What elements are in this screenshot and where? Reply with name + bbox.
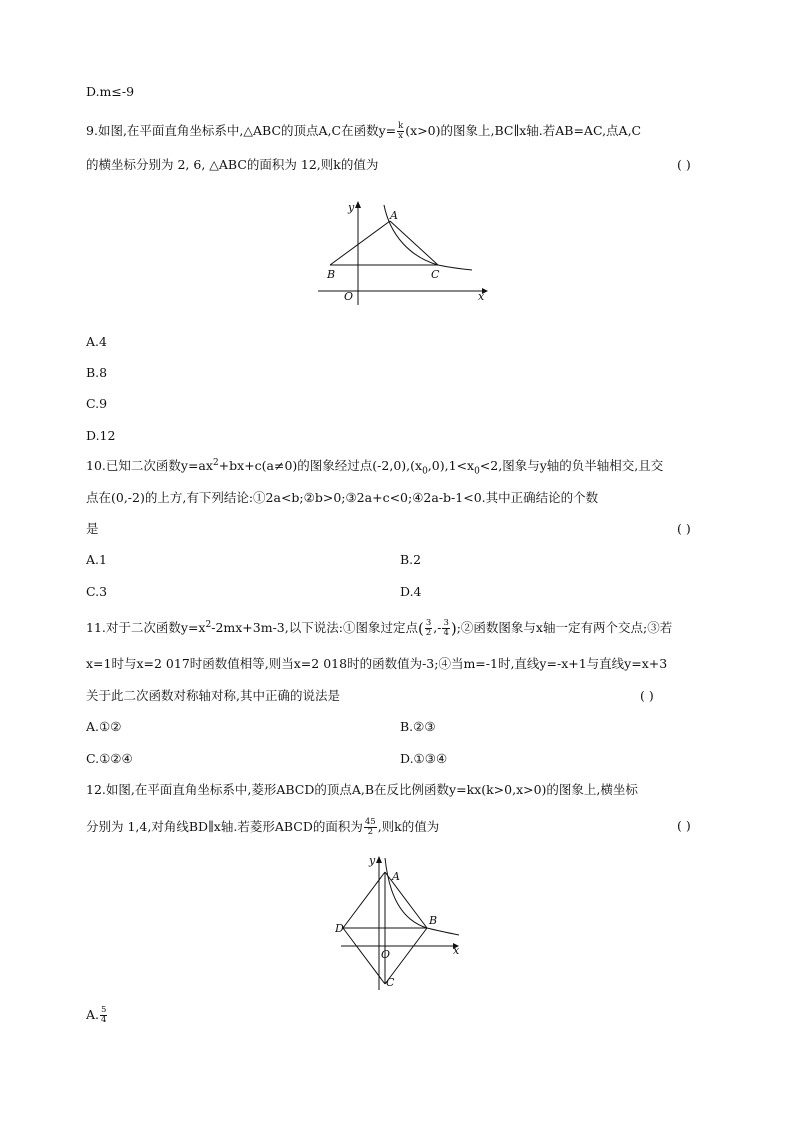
- q9-label-c: C: [431, 268, 440, 281]
- q12-label-b: B: [429, 914, 438, 927]
- q9-y-axis-arrow: [355, 201, 361, 208]
- q12-label-a: A: [392, 870, 400, 883]
- q12-text-1: 如图,在平面直角坐标系中,菱形ABCD的顶点A,B在反比例函数y=kx(k>0,x>0)的图象上,横坐标: [105, 782, 638, 797]
- q11-answer-paren: ( ): [640, 688, 654, 703]
- q12-label-y: y: [369, 854, 376, 867]
- q10-subscript-2: 0: [474, 466, 480, 477]
- q9-segment-ac: [390, 221, 438, 265]
- q9-option-d: D.12: [86, 428, 116, 443]
- q11-superscript: 2: [205, 619, 212, 630]
- q9-line-2: 的横坐标分别为 2, 6, △ABC的面积为 12,则k的值为: [86, 157, 379, 172]
- q9-number: 9.: [86, 123, 98, 138]
- q11-text-2: -2mx+3m-3,以下说法:①图象过定点: [211, 620, 418, 635]
- q12-line-2: [86, 818, 439, 837]
- q11-line-3: 关于此二次函数对称轴对称,其中正确的说法是: [86, 688, 340, 703]
- q11-fraction-3-over-2: $\frac{3}{2}$: [425, 618, 432, 638]
- q10-option-b: B.2: [400, 552, 422, 567]
- q10-superscript: 2: [212, 457, 219, 468]
- q11-comma-minus: ,-: [433, 620, 442, 635]
- q12-y-axis-arrow: [376, 856, 382, 863]
- q9-figure: [310, 195, 495, 307]
- q12-label-o: O: [381, 948, 391, 961]
- q12-option-a-fraction: $\frac{5}{4}$: [101, 1005, 107, 1025]
- q10-text-1: 已知二次函数y=ax: [105, 458, 213, 473]
- q10-option-a: A.1: [86, 552, 107, 567]
- q11-text-1: 对于二次函数y=x: [105, 620, 206, 635]
- q11-fraction-3-over-4: $\frac{3}{4}$: [443, 618, 449, 638]
- q12-label-c: C: [386, 976, 395, 989]
- q9-fraction-k-over-x: $\frac{k}{x}$: [398, 121, 404, 141]
- q12-number: 12.: [86, 782, 106, 797]
- q10-number: 10.: [86, 458, 106, 473]
- q10-text-3: ,0),1<x: [427, 458, 475, 473]
- q9-label-o: O: [344, 290, 354, 303]
- q11-number: 11.: [86, 620, 106, 635]
- q12-option-a-label: A.: [86, 1007, 100, 1022]
- q9-option-b: B.8: [86, 365, 108, 380]
- q10-line-1: [86, 457, 664, 477]
- q12-label-x: x: [453, 944, 460, 957]
- q10-line-2: 点在(0,-2)的上方,有下列结论:①2a<b;②b>0;③2a+c<0;④2a-b-1<0.其中正确结论的个数: [86, 490, 599, 505]
- q10-line-3: 是: [86, 521, 99, 536]
- q9-label-b: B: [327, 268, 336, 281]
- q9-option-a: A.4: [86, 334, 107, 349]
- q11-option-b: B.②③: [400, 719, 436, 734]
- q12-fraction-45-over-2: $\frac{45}{2}$: [364, 817, 376, 837]
- q9-segment-ab: [330, 221, 390, 265]
- q12-label-d: D: [335, 922, 344, 935]
- q9-line-1: [86, 122, 641, 141]
- q9-label-a: A: [390, 209, 398, 222]
- q11-text-3: ;②函数图象与x轴一定有两个交点;③若: [456, 620, 673, 635]
- q9-option-c: C.9: [86, 396, 108, 411]
- q10-answer-paren: ( ): [677, 521, 691, 536]
- q9-text-1: 如图,在平面直角坐标系中,△ABC的顶点A,C在函数y=: [97, 123, 397, 138]
- q12-line-1: [86, 782, 638, 798]
- q12-text-3: ,则k的值为: [377, 819, 440, 834]
- q10-option-d: D.4: [400, 584, 422, 599]
- q10-subscript-1: 0: [422, 466, 428, 477]
- q8-option-d: D.m≤-9: [86, 84, 135, 99]
- q11-right-paren: ): [450, 619, 457, 638]
- q9-label-y: y: [348, 201, 355, 214]
- q11-left-paren: (: [417, 619, 424, 638]
- q11-option-c: C.①②④: [86, 751, 133, 766]
- q9-text-2: (x>0)的图象上,BC∥x轴.若AB=AC,点A,C: [405, 123, 642, 138]
- q11-option-d: D.①③④: [400, 751, 448, 766]
- q12-figure: [335, 850, 470, 992]
- q10-option-c: C.3: [86, 584, 108, 599]
- q10-text-4: <2,图象与y轴的负半轴相交,且交: [479, 458, 664, 473]
- q11-line-2: x=1时与x=2 017时函数值相等,则当x=2 018时的函数值为-3;④当m=-1时,直线y=-x+1与直线y=x+3: [86, 656, 668, 671]
- q10-text-2: +bx+c(a≠0)的图象经过点(-2,0),(x: [218, 458, 423, 473]
- q11-option-a: A.①②: [86, 719, 122, 734]
- q9-label-x: x: [478, 290, 485, 303]
- q12-option-a: [86, 1006, 108, 1025]
- q9-answer-paren: ( ): [677, 157, 691, 172]
- q12-answer-paren: ( ): [677, 818, 691, 833]
- q11-line-1: [86, 619, 672, 638]
- q12-text-2: 分别为 1,4,对角线BD∥x轴.若菱形ABCD的面积为: [86, 819, 363, 834]
